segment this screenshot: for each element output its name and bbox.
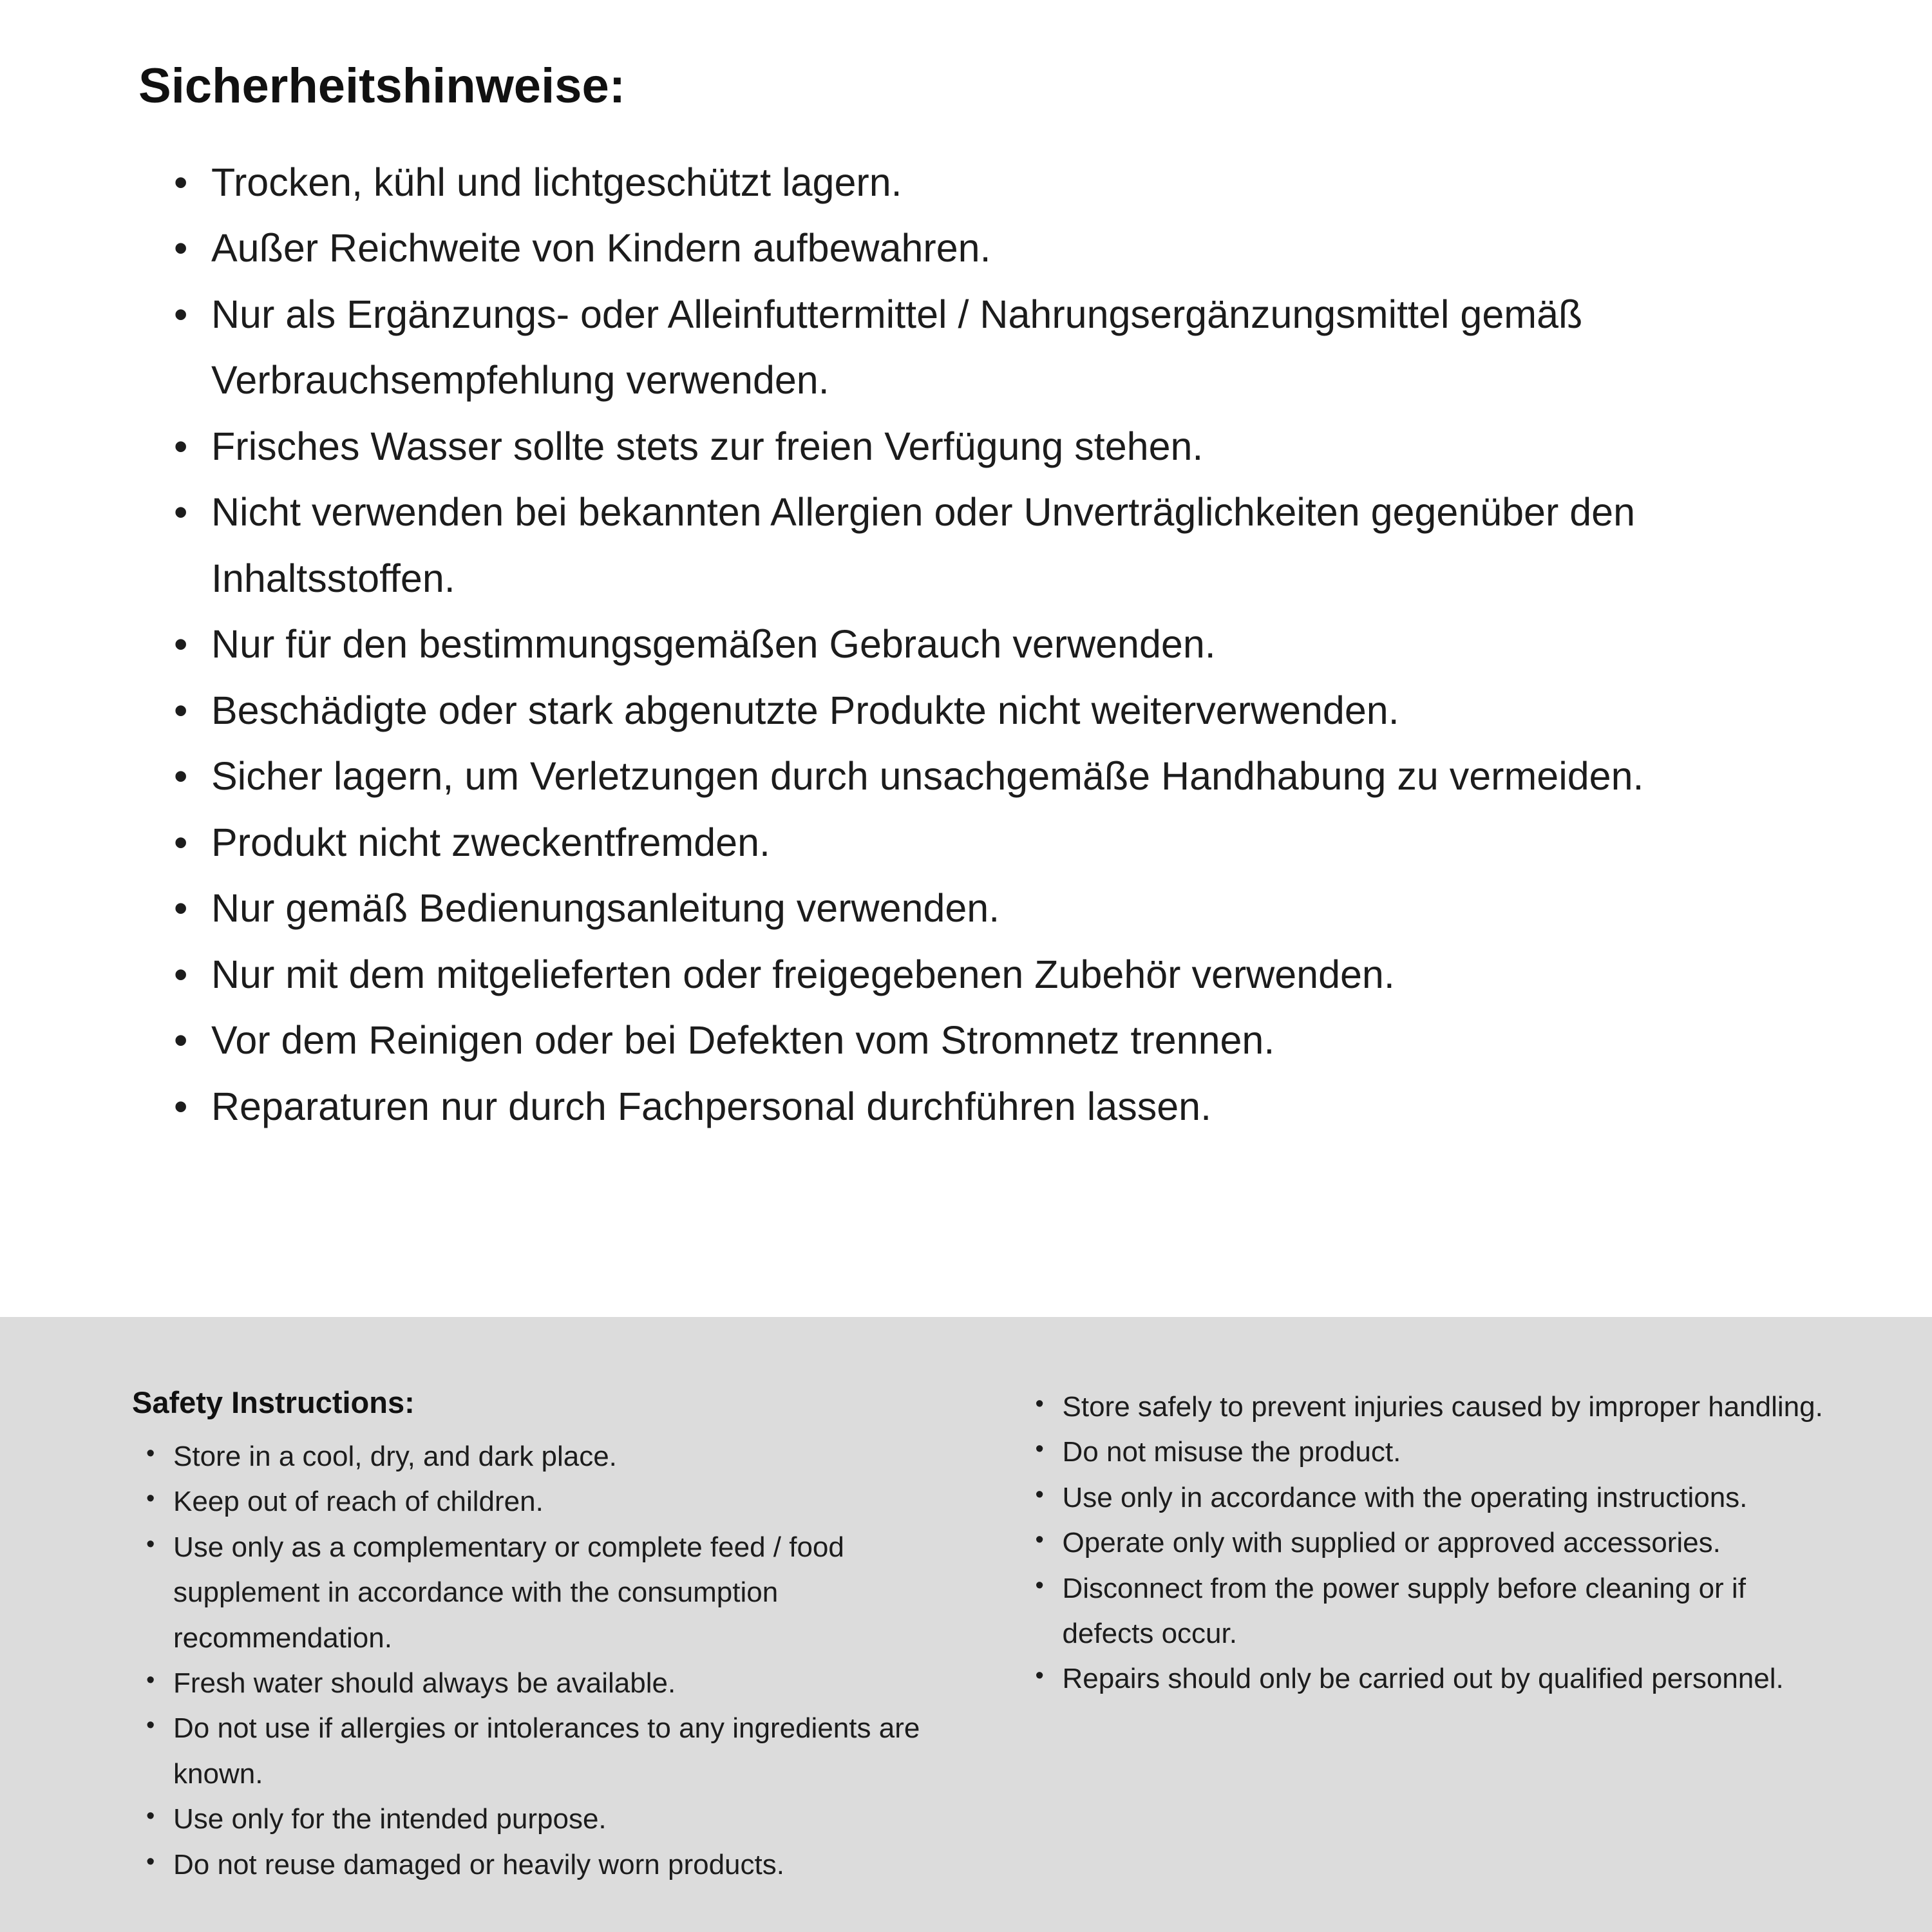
english-safety-item: • Fresh water should always be available. — [146, 1661, 926, 1706]
german-safety-item: • Vor dem Reinigen oder bei Defekten vom Stromnetz trennen. — [174, 1007, 1816, 1073]
english-columns — [132, 1385, 1829, 1888]
german-safety-list — [138, 149, 1816, 1139]
german-safety-item: • Nur gemäß Bedienungsanleitung verwenden. — [174, 875, 1816, 941]
english-safety-heading: Safety Instructions: — [132, 1385, 415, 1419]
german-safety-item: • Nur für den bestimmungsgemäßen Gebrauch verwenden. — [174, 611, 1816, 677]
german-safety-item: • Außer Reichweite von Kindern aufbewahren. — [174, 215, 1816, 281]
english-safety-list-right — [1036, 1385, 1830, 1702]
english-safety-item: • Disconnect from the power supply before cleaning or if defects occur. — [1036, 1566, 1830, 1657]
english-safety-item: • Use only as a complementary or complete feed / food supplement in accordance with the consumption recommendation. — [146, 1525, 926, 1661]
german-safety-item: • Produkt nicht zweckentfremden. — [174, 810, 1816, 875]
english-safety-item: • Do not misuse the product. — [1036, 1430, 1830, 1475]
english-safety-item: • Store in a cool, dry, and dark place. — [146, 1434, 926, 1479]
german-safety-heading: Sicherheitshinweise: — [138, 59, 626, 113]
english-safety-item: • Use only for the intended purpose. — [146, 1797, 926, 1842]
english-right-column — [1036, 1385, 1830, 1888]
english-safety-item: • Do not use if allergies or intolerances to any ingredients are known. — [146, 1706, 926, 1797]
english-left-column — [132, 1385, 926, 1888]
english-safety-list-left — [132, 1434, 926, 1888]
german-safety-item: • Beschädigte oder stark abgenutzte Produkte nicht weiterverwenden. — [174, 677, 1816, 743]
english-safety-section — [0, 1317, 1932, 1932]
german-safety-item: • Frisches Wasser sollte stets zur freien Verfügung stehen. — [174, 413, 1816, 479]
english-safety-item: • Use only in accordance with the operating instructions. — [1036, 1475, 1830, 1520]
german-safety-item: • Nur mit dem mitgelieferten oder freigegebenen Zubehör verwenden. — [174, 942, 1816, 1007]
german-safety-item: • Sicher lagern, um Verletzungen durch unsachgemäße Handhabung zu vermeiden. — [174, 743, 1816, 809]
english-safety-item: • Keep out of reach of children. — [146, 1479, 926, 1524]
german-safety-item: • Reparaturen nur durch Fachpersonal durchführen lassen. — [174, 1074, 1816, 1139]
english-safety-item: • Store safely to prevent injuries caused by improper handling. — [1036, 1385, 1830, 1430]
english-safety-item: • Repairs should only be carried out by qualified personnel. — [1036, 1656, 1830, 1701]
german-safety-item: • Nicht verwenden bei bekannten Allergien oder Unverträglichkeiten gegenüber den Inhaltsstoffen. — [174, 479, 1816, 611]
english-safety-item: • Do not reuse damaged or heavily worn products. — [146, 1842, 926, 1888]
german-safety-item: • Nur als Ergänzungs- oder Alleinfuttermittel / Nahrungsergänzungsmittel gemäß Verbrauchsempfehlung verwenden. — [174, 281, 1816, 413]
english-safety-item: • Operate only with supplied or approved accessories. — [1036, 1520, 1830, 1566]
german-safety-item: • Trocken, kühl und lichtgeschützt lagern. — [174, 149, 1816, 215]
